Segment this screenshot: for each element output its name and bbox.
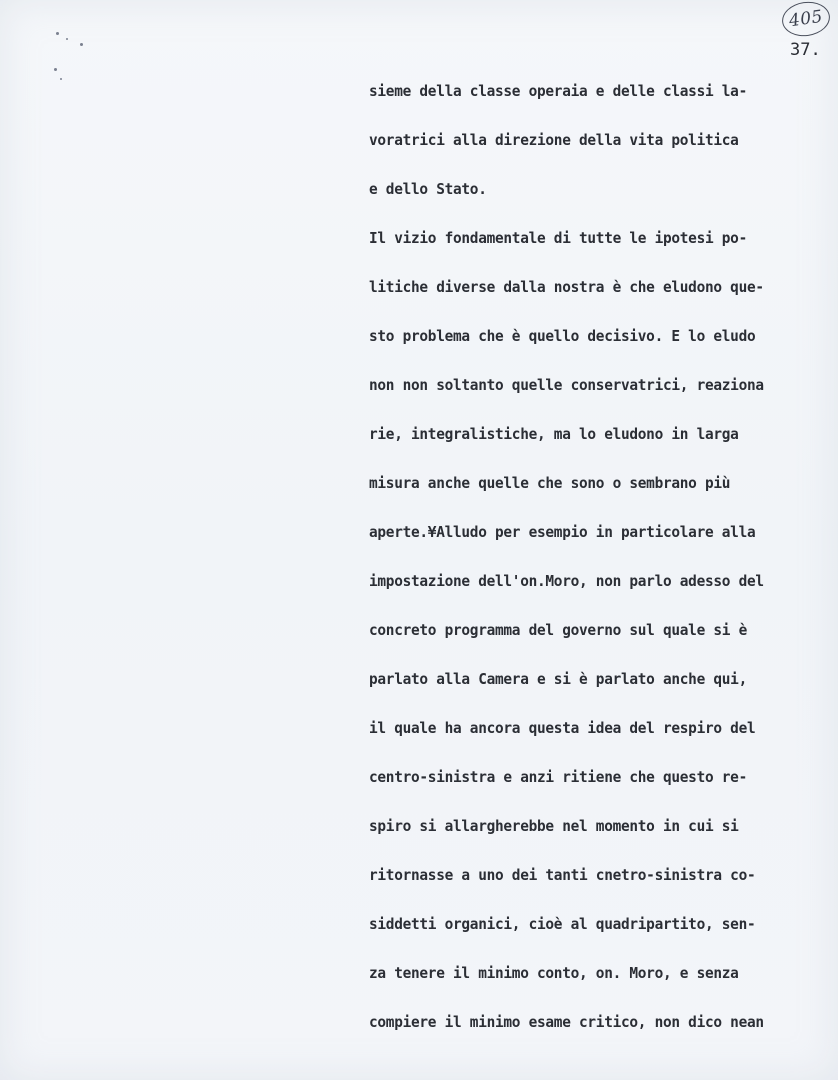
speck [54,68,57,71]
text-line: ritornasse a uno dei tanti cnetro-sinistra co- [369,866,756,884]
typed-text [369,80,838,1060]
text-line: non non soltanto quelle conservatrici, reaziona [369,376,764,394]
text-line: siddetti organici, cioè al quadripartito, sen- [369,915,756,933]
text-line: e dello Stato. [369,180,487,198]
text-line: voratrici alla direzione della vita politica [369,131,739,149]
text-line: aperte.¥Alludo per esempio in particolare alla [369,523,756,541]
text-line: rie, integralistiche, ma lo eludono in larga [369,425,739,443]
text-line: Il vizio fondamentale di tutte le ipotesi po- [369,229,747,247]
paper-specks [52,28,92,88]
text-line: il quale ha ancora questa idea del respiro del [369,719,756,737]
speck [60,78,62,80]
speck [56,32,59,35]
text-line: litiche diverse dalla nostra è che eludono que- [369,278,764,296]
text-line: centro-sinistra e anzi ritiene che questo re- [369,768,747,786]
text-line: impostazione dell'on.Moro, non parlo adesso del [369,572,764,590]
text-line: misura anche quelle che sono o sembrano più [369,474,731,492]
text-line: za tenere il minimo conto, on. Moro, e senza [369,964,739,982]
text-line: sieme della classe operaia e delle classi la- [369,82,747,100]
text-line: compiere il minimo esame critico, non dico nean [369,1013,764,1031]
text-line: parlato alla Camera e si è parlato anche qui, [369,670,747,688]
stamp-number: 405 [787,6,825,32]
text-line: sto problema che è quello decisivo. E lo eludo [369,327,756,345]
page-stamp [780,0,832,39]
text-line: concreto programma del governo sul quale si è [369,621,747,639]
text-line: spiro si allargherebbe nel momento in cui si [369,817,739,835]
speck [80,43,83,46]
speck [66,38,68,40]
page-number: 37. [790,40,821,60]
